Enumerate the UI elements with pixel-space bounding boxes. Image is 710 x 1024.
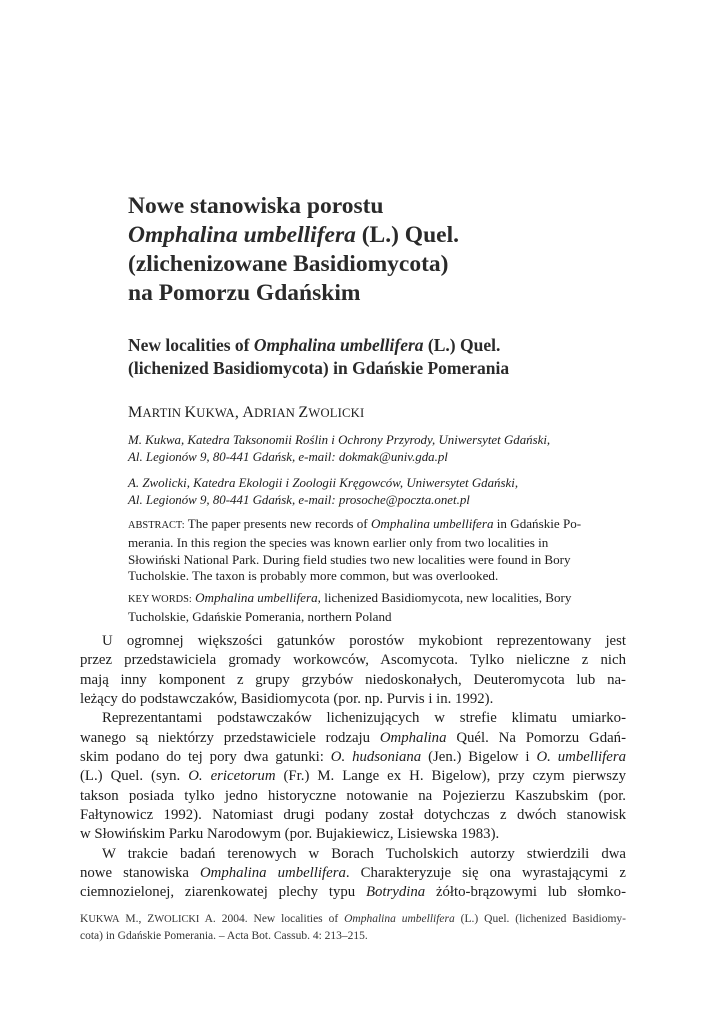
abstract-label: ABSTRACT: (128, 520, 185, 531)
citation-line-2: cota) in Gdańskie Pomerania. – Acta Bot. Cassub. 4: 213–215. (80, 930, 368, 942)
body-line: wanego są niektórzy przedstawiciele rodzaju Omphalina Quél. Na Pomorzu Gdań- (80, 729, 626, 746)
body-line: U ogromnej większości gatunków porostów mykobiont reprezentowany jest (102, 633, 626, 649)
body-line: W trakcie badań terenowych w Borach Tucholskich autorzy stwierdzili dwa (102, 845, 626, 862)
body-line: (L.) Quel. (syn. O. ericetorum (Fr.) M. Lange ex H. Bigelow), przy czym pierwszy (80, 768, 626, 785)
article-title (128, 192, 648, 308)
affiliation-zwolicki: A. Zwolicki, Katedra Ekologii i Zoologii Kręgowców, Uniwersytet Gdański, Al. Legionów 9, 80-441 Gdańsk, e-mail: prosoche@poczta.onet.pl (128, 476, 519, 507)
keywords-line-2: Tucholskie, Gdańskie Pomerania, northern Poland (128, 608, 392, 624)
abstract-line-1: ABSTRACT: The paper presents new records of Omphalina umbellifera in Gdańskie Po- (128, 516, 582, 531)
body-line: skim podano do tej pory dwa gatunki: O. hudsoniana (Jen.) Bigelow i O. umbellifera (80, 749, 626, 766)
title-species: Omphalina umbellifera (128, 222, 356, 248)
body-line: w Słowińskim Parku Narodowym (por. Bujakiewicz, Lisiewska 1983). (80, 826, 500, 843)
keywords-label: KEY WORDS: (128, 594, 192, 605)
body-line: leżący do podstawczaków, Basidiomycota (por. np. Purvis i in. 1992). (80, 691, 494, 708)
abstract-line-3: Słowiński National Park. During field studies two new localities were found in Bory (128, 551, 571, 567)
affiliation-kukwa: M. Kukwa, Katedra Taksonomii Roślin i Ochrony Przyrody, Uniwersytet Gdański, Al. Legionów 9, 80-441 Gdańsk, e-mail: dokmak@univ.gda.pl (128, 433, 551, 464)
title-line-2: Omphalina umbellifera (L.) Quel. (128, 222, 459, 248)
body-line: Reprezentantami podstawczaków lichenizujących w strefie klimatu umiarko- (102, 710, 626, 727)
title-line-3: (zlichenizowane Basidiomycota) (128, 251, 449, 277)
body-line: Fałtynowicz 1992). Natomiast drugi podany został dotychczas z dwóch stanowisk (80, 807, 626, 824)
author-list: MARTIN KUKWA, ADRIAN ZWOLICKI (128, 404, 365, 421)
citation-footer (80, 911, 626, 944)
abstract-line-2: merania. In this region the species was known earlier only from two localities in (128, 534, 549, 550)
english-title-line-2: (lichenized Basidiomycota) in Gdańskie Pomerania (128, 358, 510, 378)
english-title-line-1: New localities of Omphalina umbellifera (L.) Quel. (128, 335, 501, 355)
body-line: przez przedstawiciela gromady workowców, Ascomycota. Tylko nieliczne z nich (80, 652, 626, 669)
article-body (80, 632, 626, 903)
abstract (128, 516, 626, 585)
title-line-1: Nowe stanowiska porostu (128, 193, 384, 219)
body-line: mają inny komponent z grupy grzybów niedoskonałych, Deuteromycota lub na- (80, 671, 626, 688)
title-line-4: na Pomorzu Gdańskim (128, 280, 361, 306)
body-line: ciemnozielonej, ziarenkowatej plechy typu Botrydina żółto-brązowymi lub słomko- (80, 884, 627, 901)
keywords (128, 590, 626, 626)
body-line: nowe stanowiska Omphalina umbellifera. Charakteryzuje się ona wyrastającymi z (80, 865, 626, 882)
citation-line-1: KUKWA M., ZWOLICKI A. 2004. New localities of Omphalina umbellifera (L.) Quel. (lichenized Basidiomy- (80, 913, 626, 925)
body-line: takson posiada tylko jedno historyczne notowanie na Pojezierzu Kaszubskim (por. (80, 787, 626, 804)
abstract-line-4: Tucholskie. The taxon is probably more common, but was overlooked. (128, 568, 499, 584)
keywords-line-1: KEY WORDS: Omphalina umbellifera, lichenized Basidiomycota, new localities, Bory (128, 590, 572, 605)
english-title (128, 334, 648, 380)
